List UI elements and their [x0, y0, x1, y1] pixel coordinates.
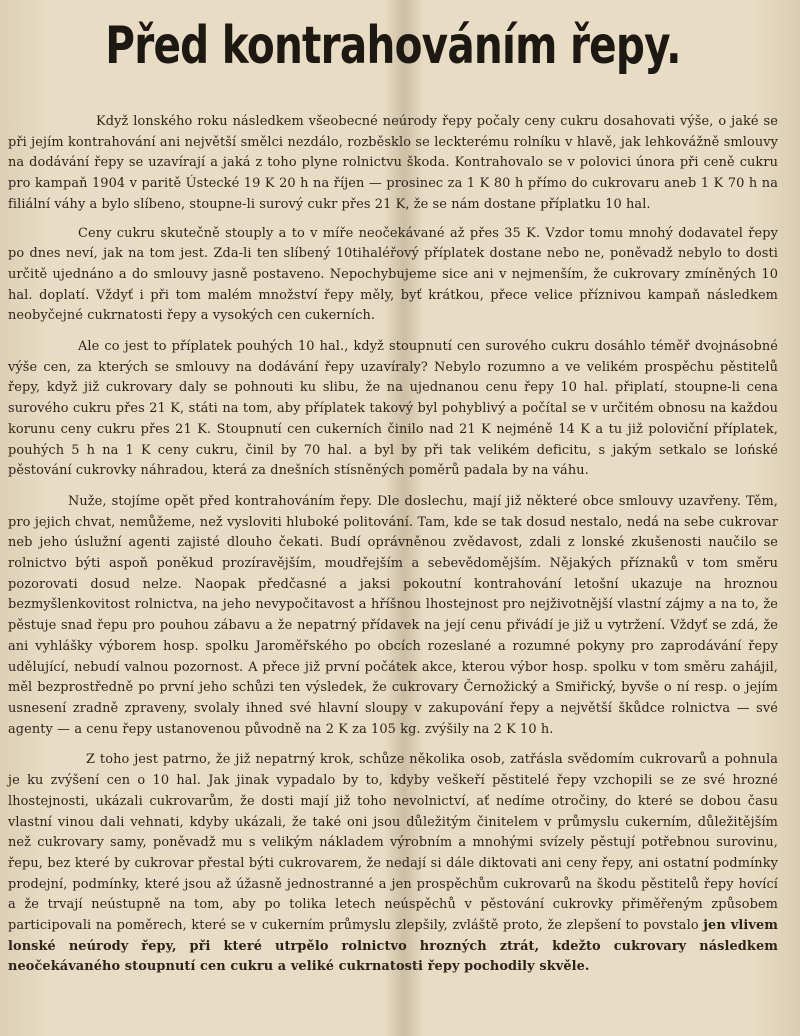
- paragraph-1: Když lonského roku následkem všeobecné neúrody řepy počaly ceny cukru dosahovati výše, o jaké se při jejím kontrahování ani největší smělci nezdálo, rozběsklo se leckterému rolníku v hlavě, jak lehkovážně smlouvy na dodávání řepy se uzavírají a jaká z toho plyne rolnictvu škoda. Kontrahovalo se v polovici února při ceně cukru pro kampaň 1904 v paritě Ústecké 19 K 20 h na říjen — prosinec za 1 K 80 h přímo do cukrovaru aneb 1 K 70 h na filiální váhy a bylo slíbeno, stoupne-li surový cukr přes 21 K, že se nám dostane příplatku 10 hal.: [8, 114, 778, 212]
- paragraph-4: Nuže, stojíme opět před kontrahováním řepy. Dle doslechu, mají již některé obce smlouvy uzavřeny. Těm, pro jejich chvat, nemůžeme, než vysloviti hluboké politování. Tam, kde se tak dosud nestalo, nedá na sebe cukrovar neb jeho úslužní agenti zajisté dlouho čekati. Budí oprávněnou zvědavost, zdali z lonské zkušenosti naučilo se rolnictvo býti aspoň poněkud prozíravějším, moudřejším a sebevědomějším. Nějakých příznaků v tom směru pozorovati dosud nelze. Naopak předčasné a jaksi pokoutní kontrahování letošní ukazuje na hroznou bezmyšlenkovitost rolnictva, na jeho nevypočitavost a hříšnou lhostejnost pro nejživotnější vlastní zájmy a na to, že pěstuje snad řepu pro pouhou zábavu a že nepatrný přídavek na její cenu přivádí je již u vytržení. Vždyť se zdá, že ani vyhlášky výborem hosp. spolku Jaroměřského po obcích rozeslané a rozumné pokyny pro zaprodávání řepy udělující, nebudí valnou pozornost. A přece již první počátek akce, kterou výbor hosp. spolku v tom směru zahájil, měl bezprostředně po první jeho schůzi ten výsledek, že cukrovary Černožický a Smiřický, byvše o ní resp. o jejím usnesení zradně zpraveny, svolaly ihned své hlavní sloupy v zakupování řepy a největší škůdce rolnictva — své agenty — a cenu řepy ustanovenou původně na 2 K za 105 kg. zvýšily na 2 K 10 h.: [8, 493, 778, 737]
- closing-bold-text: jen vlivem lonské neúrody řepy, při které utrpělo rolnictvo hrozných ztrát, kdežto cukrovary následkem neočekávaného stoupnutí cen cukru a veliké cukrnatosti řepy pochodily skvěle.: [8, 918, 779, 975]
- paragraph-5: [8, 750, 778, 978]
- article-title: Před kontrahováním řepy.: [105, 16, 681, 76]
- paragraph-3: Ale co jest to příplatek pouhých 10 hal., když stoupnutí cen surového cukru dosáhlo téměř dvojnásobné výše cen, za kterých se smlouvy na dodávání řepy uzavíraly? Nebylo rozumno a ve velikém prospěchu pěstitelů řepy, když již cukrovary daly se pohnouti ku slibu, že na ujednanou cenu řepy 10 hal. připlatí, stoupne-li cena surového cukru přes 21 K, státi na tom, aby příplatek takový byl pohyblivý a počítal se v určitém obnosu na každou korunu ceny cukru přes 21 K. Stoupnutí cen cukerních činilo nad 21 K nejméně 14 K a tu již poloviční příplatek, pouhých 5 h na 1 K ceny cukru, činil by 70 hal. a byl by při tak velikém deficitu, s jakým setkalo se lońské pěstování cukrovky náhradou, která za dnešních stísněných poměrů padala by na váhu.: [8, 339, 778, 479]
- paragraph-2: Ceny cukru skutečně stouply a to v míře neočekávané až přes 35 K. Vzdor tomu mnohý dodavatel řepy po dnes neví, jak na tom jest. Zda-li ten slíbený 10tihaléřový příplatek dostane nebo ne, poněvadž nebylo to dosti určitě ujednáno a do smlouvy jasně postaveno. Nepochybujeme sice ani v nejmenším, že cukrovary zmíněných 10 hal. doplatí. Vždyť i při tom malém množství řepy měly, byť krátkou, přece velice příznivou kampaň následkem neobyčejné cukrnatosti řepy a vysokých cen cukerních.: [8, 225, 778, 324]
- paragraph-5-text: Z toho jest patrno, že již nepatrný krok, schůze několika osob, zatřásla svědomím cukrovarů a pohnula je ku zvýšení cen o 10 hal. Jak jinak vypadalo by to, kdyby veškeří pěstitelé řepy vzchopili se ze své hrozné lhostejnosti, ukázali cukrovarům, že dosti mají již toho nevolnictví, ať nedíme otročiny, do které se dobou času vlastní vinou dali vehnati, kdyby ukázali, že také oni jsou důležitým činitelem v průmyslu cukerním, důležitějším než cukrovary samy, poněvadž mu s velikým nákladem výrobním a mnohými svízely pěstují potřebnou surovinu, řepu, bez které by cukrovar přestal býti cukrovarem, že nedají si dále diktovati ani ceny řepy, ani ostatní podmínky prodejní, podmínky, které jsou až úžasně jednostranné a jen prospěchům cukrovarů na škodu pěstitelů řepy hovící a že trvají neústupně na tom, aby po tolika letech neúspěchů v pěstování cukrovky přiměřeným způsobem participovali na poměrech, které se v cukerním průmyslu zlepšily, zvláště proto, že zlepšení to povstalo: [8, 752, 778, 934]
